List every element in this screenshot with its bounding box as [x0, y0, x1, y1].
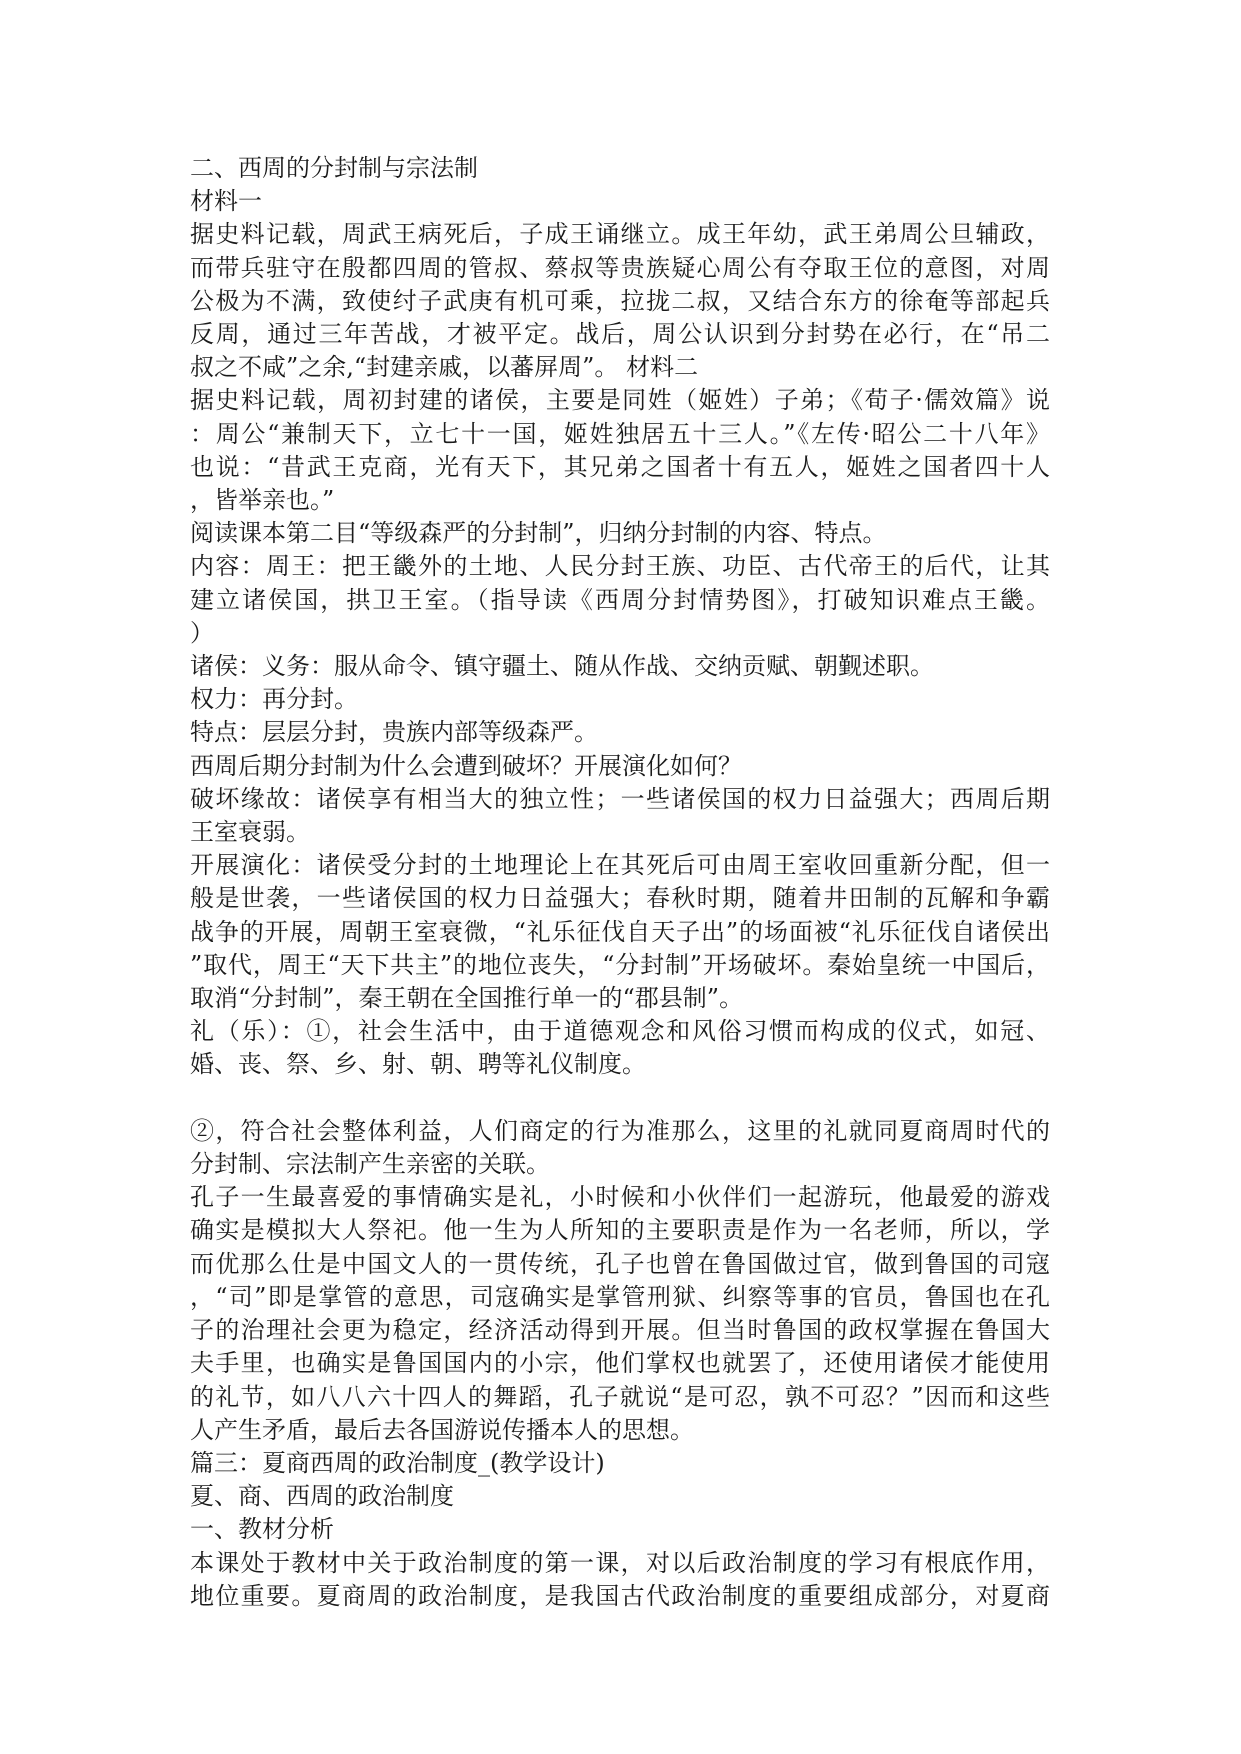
text-line: 的礼节，如八八六十四人的舞蹈，孔子就说“是可忍，孰不可忍？”因而和这些 — [190, 1382, 1050, 1411]
text-line: 权力：再分封。 — [190, 685, 358, 714]
text-line: 王室衰弱。 — [190, 818, 310, 847]
text-line: 内容：周王：把王畿外的土地、人民分封王族、功臣、古代帝王的后代，让其 — [190, 552, 1050, 581]
text-line: 人产生矛盾，最后去各国游说传播本人的思想。 — [190, 1415, 694, 1444]
text-line: 公极为不满，致使纣子武庚有机可乘，拉拢二叔，又结合东方的徐奄等部起兵 — [190, 286, 1050, 315]
text-line: 而优那么仕是中国文人的一贯传统，孔子也曾在鲁国做过官，做到鲁国的司寇 — [190, 1249, 1050, 1278]
text-line: 子的治理社会更为稳定，经济活动得到开展。但当时鲁国的政权掌握在鲁国大 — [190, 1316, 1050, 1345]
text-line: ②，符合社会整体利益，人们商定的行为准那么，这里的礼就同夏商周时代的 — [190, 1116, 1050, 1145]
text-line: 礼（乐）：①，社会生活中，由于道德观念和风俗习惯而构成的仪式，如冠、 — [190, 1017, 1050, 1046]
text-line: 材料一 — [190, 187, 262, 216]
text-line: 般是世袭，一些诸侯国的权力日益强大；春秋时期，随着井田制的瓦解和争霸 — [190, 884, 1050, 913]
text-line: 据史料记载，周初封建的诸侯，主要是同姓（姬姓）子弟；《荀子·儒效篇》说 — [190, 386, 1050, 415]
text-line: 特点：层层分封，贵族内部等级森严。 — [190, 718, 598, 747]
text-line: 建立诸侯国，拱卫王室。（指导读《西周分封情势图》，打破知识难点王畿。 — [190, 585, 1050, 614]
text-line: 夫手里，也确实是鲁国国内的小宗，他们掌权也就罢了，还使用诸侯才能使用 — [190, 1349, 1050, 1378]
document-body — [190, 152, 1050, 1613]
text-line: 孔子一生最喜爱的事情确实是礼，小时候和小伙伴们一起游玩，他最爱的游戏 — [190, 1183, 1050, 1212]
text-line: ） — [190, 618, 214, 647]
text-line — [190, 1082, 1050, 1115]
text-line: 阅读课本第二目“等级森严的分封制”，归纳分封制的内容、特点。 — [190, 519, 887, 548]
text-line: ”取代，周王“天下共主”的地位丧失，“分封制”开场破坏。秦始皇统一中国后， — [190, 950, 1050, 979]
text-line: 破坏缘故：诸侯享有相当大的独立性；一些诸侯国的权力日益强大；西周后期 — [190, 784, 1050, 813]
text-line: 确实是模拟大人祭祀。他一生为人所知的主要职责是作为一名老师，所以，学 — [190, 1216, 1050, 1245]
text-line: 地位重要。夏商周的政治制度，是我国古代政治制度的重要组成部分，对夏商 — [190, 1581, 1050, 1610]
text-line: ，皆举亲也。” — [190, 486, 335, 515]
text-line: ：周公“兼制天下，立七十一国，姬姓独居五十三人。”《左传·昭公二十八年》 — [190, 419, 1050, 448]
text-line: 诸侯：义务：服从命令、镇守疆土、随从作战、交纳贡赋、朝觐述职。 — [190, 652, 934, 681]
text-line: 叔之不咸”之余,“封建亲戚，以蕃屏周”。 材料二 — [190, 353, 699, 382]
text-line: 篇三：夏商西周的政治制度_(教学设计) — [190, 1448, 605, 1477]
text-line: 分封制、宗法制产生亲密的关联。 — [190, 1150, 550, 1179]
text-line: 二、西周的分封制与宗法制 — [190, 154, 478, 182]
text-line: 取消“分封制”，秦王朝在全国推行单一的“郡县制”。 — [190, 984, 744, 1013]
text-line: 婚、丧、祭、乡、射、朝、聘等礼仪制度。 — [190, 1050, 646, 1079]
text-line: 据史料记载，周武王病死后，子成王诵继立。成王年幼，武王弟周公旦辅政， — [190, 220, 1050, 249]
text-line: 西周后期分封制为什么会遭到破坏？开展演化如何？ — [190, 751, 742, 780]
text-line: 夏、商、西周的政治制度 — [190, 1482, 454, 1511]
text-line: 而带兵驻守在殷都四周的管叔、蔡叔等贵族疑心周公有夺取王位的意图，对周 — [190, 253, 1050, 282]
text-line: 开展演化：诸侯受分封的土地理论上在其死后可由周王室收回重新分配，但一 — [190, 851, 1050, 880]
text-line: 本课处于教材中关于政治制度的第一课，对以后政治制度的学习有根底作用， — [190, 1548, 1050, 1577]
text-line: 一、教材分析 — [190, 1515, 334, 1544]
text-line: ，“司”即是掌管的意思，司寇确实是掌管刑狱、纠察等事的官员，鲁国也在孔 — [190, 1282, 1050, 1311]
text-line: 战争的开展，周朝王室衰微，“礼乐征伐自天子出”的场面被“礼乐征伐自诸侯出 — [190, 917, 1050, 946]
text-line: 反周，通过三年苦战，才被平定。战后，周公认识到分封势在必行，在“吊二 — [190, 320, 1050, 349]
text-line: 也说：“昔武王克商，光有天下，其兄弟之国者十有五人，姬姓之国者四十人 — [190, 452, 1050, 481]
